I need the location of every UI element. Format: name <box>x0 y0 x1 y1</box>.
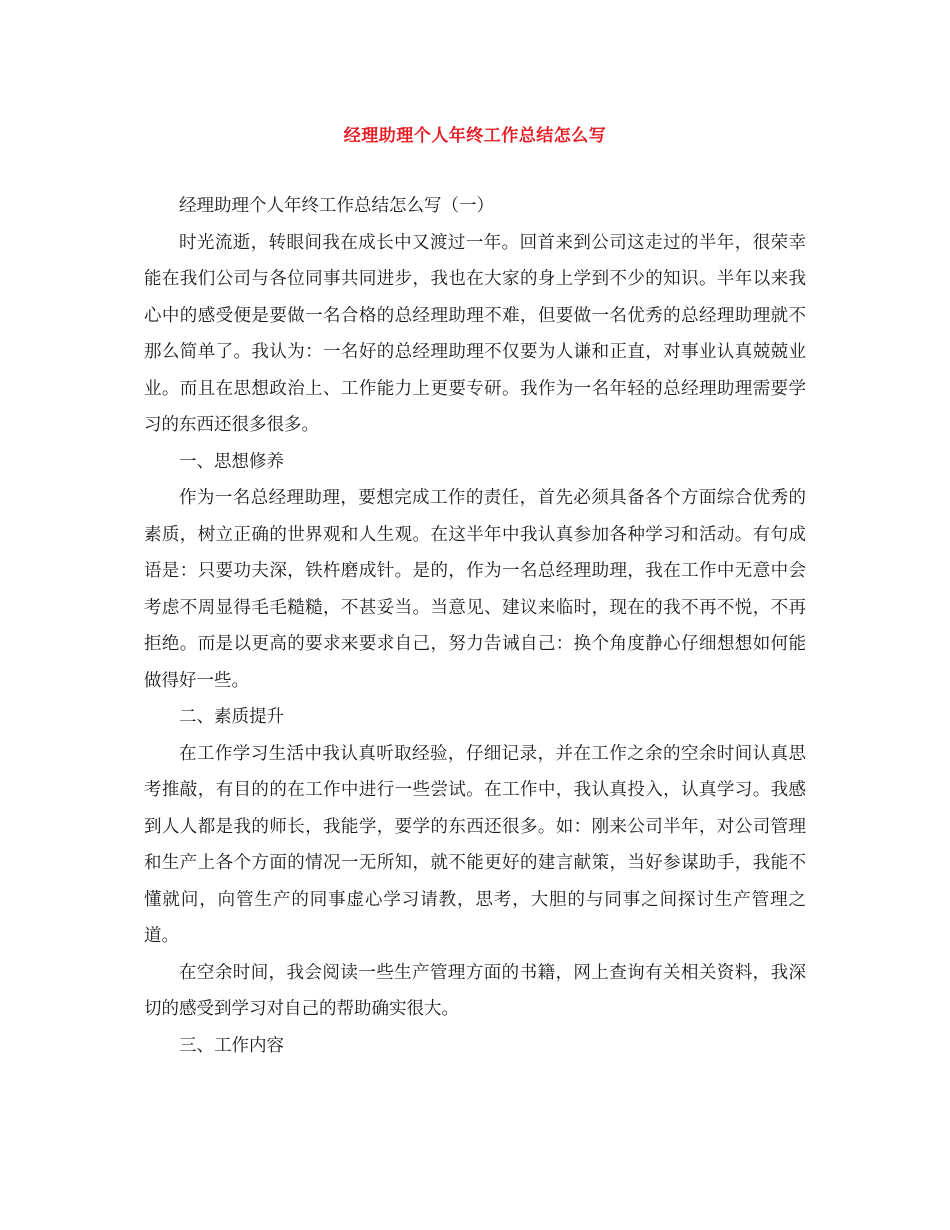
section-heading-quality: 二、素质提升 <box>179 707 284 727</box>
document-title: 经理助理个人年终工作总结怎么写 <box>343 126 607 146</box>
section-heading-part-1: 经理助理个人年终工作总结怎么写（一） <box>179 196 494 216</box>
paragraph-intro: 时光流逝，转眼间我在成长中又渡过一年。回首来到公司这走过的半年，很荣幸能在我们公司与各位同事共同进步，我也在大家的身上学到不少的知识。半年以来我心中的感受便是要做一名合格的总经理助理不难，但要做一名优秀的总经理助理就不那么简单了。我认为：一名好的总经理助理不仅要为人谦和正直，对事业认真兢兢业业。而且在思想政治上、工作能力上更要专研。我作为一名年轻的总经理助理需要学习的东西还很多很多。 <box>144 232 806 435</box>
section-heading-work-content: 三、工作内容 <box>179 1035 284 1056</box>
document-body <box>144 188 806 1064</box>
paragraph-ideology: 作为一名总经理助理，要想完成工作的责任，首先必须具备各个方面综合优秀的素质，树立正确的世界观和人生观。在这半年中我认真参加各种学习和活动。有句成语是：只要功夫深，铁杵磨成针。是的，作为一名总经理助理，我在工作中无意中会考虑不周显得毛毛糙糙，不甚妥当。当意见、建议来临时，现在的我不再不悦，不再拒绝。而是以更高的要求来要求自己，努力告诫自己：换个角度静心仔细想想如何能做得好一些。 <box>144 488 806 691</box>
paragraph-quality: 在工作学习生活中我认真听取经验，仔细记录，并在工作之余的空余时间认真思考推敲，有目的的在工作中进行一些尝试。在工作中，我认真投入，认真学习。我感到人人都是我的师长，我能学，要学的东西还很多。如：刚来公司半年，对公司管理和生产上各个方面的情况一无所知，就不能更好的建言献策，当好参谋助手，我能不懂就问，向管生产的同事虚心学习请教，思考，大胆的与同事之间探讨生产管理之道。 <box>144 743 806 946</box>
section-heading-ideology: 一、思想修养 <box>179 451 284 472</box>
paragraph-spare-time: 在空余时间，我会阅读一些生产管理方面的书籍，网上查询有关相关资料，我深切的感受到学习对自己的帮助确实很大。 <box>144 962 806 1019</box>
